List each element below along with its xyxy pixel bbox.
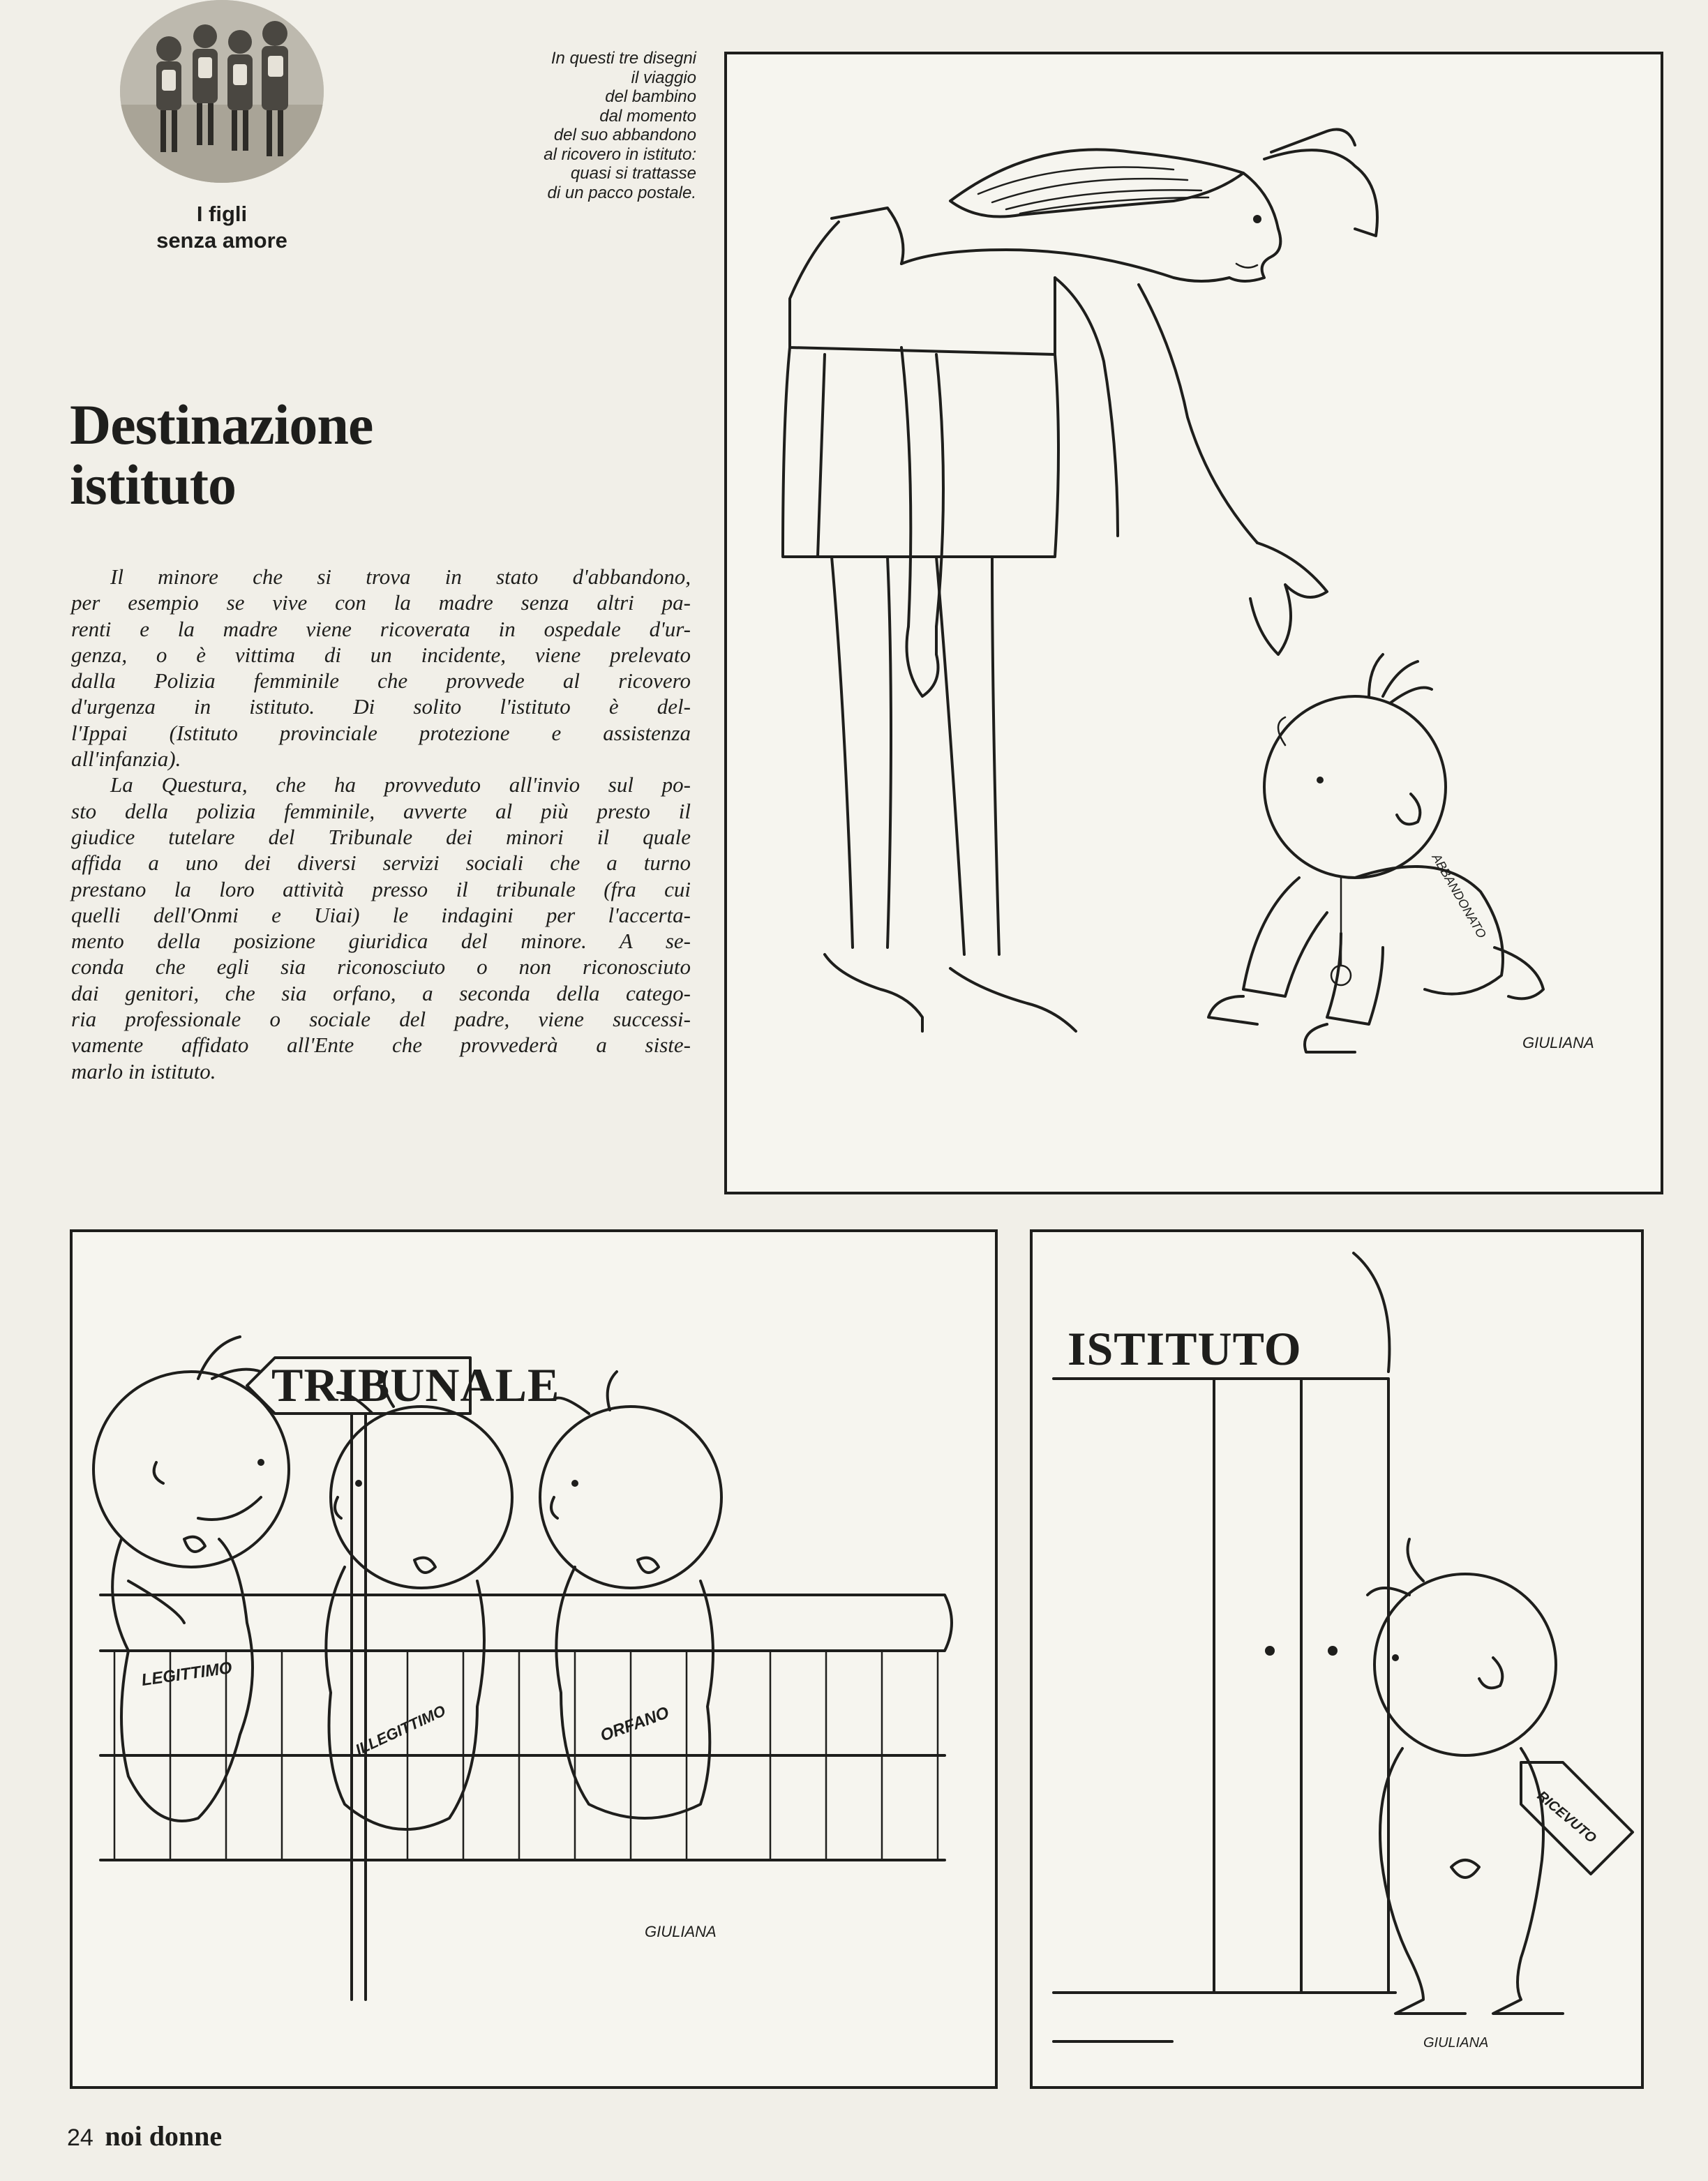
page-footer [67, 2122, 222, 2152]
body-line: all'infanzia). [71, 747, 181, 772]
body-line: d'urgenza in istituto. Di solito l'istituto è del- [71, 694, 691, 719]
section-label [105, 201, 339, 254]
body-line: renti e la madre viene ricoverata in ospedale d'ur- [71, 616, 691, 641]
illustration-abandonment [724, 52, 1663, 1194]
artist-signature: GIULIANA [645, 1923, 717, 1940]
istituto-drawing [1033, 1232, 1641, 2086]
illustration-caption [419, 49, 696, 202]
body-line: vamente affidato all'Ente che provvederà a siste- [71, 1033, 691, 1058]
body-line: genza, o è vittima di un incidente, viene prelevato [71, 642, 691, 667]
section-label-line: I figli [196, 202, 248, 226]
caption-line: al ricovero in istituto: [544, 144, 696, 164]
tribunal-sign-text: TRIBUNALE [271, 1358, 560, 1411]
body-line: dalla Polizia femminile che provvede al ricovero [71, 668, 691, 694]
headline-line: istituto [70, 453, 236, 516]
caption-line: del bambino [605, 87, 696, 106]
label-illegittimo: ILLEGITTIMO [352, 1701, 449, 1759]
tag-text: RICEVUTO [1534, 1787, 1599, 1847]
label-orfano: ORFANO [597, 1703, 672, 1746]
body-line: ria professionale o sociale del padre, viene successi- [71, 1007, 691, 1032]
artist-signature: GIULIANA [1522, 1034, 1594, 1051]
body-line: marlo in istituto. [71, 1058, 216, 1084]
caption-line: dal momento [599, 106, 696, 126]
body-line: La Questura, che ha provveduto all'invio sul po- [110, 772, 691, 797]
body-line: sto della polizia femminile, avverte al più presto il [71, 798, 691, 823]
article-headline [70, 395, 460, 515]
artist-signature: GIULIANA [1423, 2035, 1489, 2051]
children-photo-image [120, 0, 324, 183]
headline-line: Destinazione [70, 393, 373, 456]
body-line: quelli dell'Onmi e Uiai) le indagini per l'accerta- [71, 902, 691, 927]
caption-line: In questi tre disegni [550, 49, 696, 68]
caption-line: di un pacco postale. [547, 183, 696, 202]
body-line: l'Ippai (Istituto provinciale protezione e assistenza [71, 720, 691, 745]
bib-text: ABBANDONATO [1429, 851, 1490, 941]
illustration-istituto [1030, 1229, 1644, 2089]
caption-line: quasi si trattasse [570, 164, 696, 183]
article-body [71, 564, 691, 1084]
caption-line: il viaggio [631, 68, 696, 87]
section-photo [120, 0, 324, 183]
body-line: prestano la loro attività presso il tribunale (fra cui [71, 876, 691, 901]
magazine-name: noi donne [105, 2120, 223, 2152]
body-line: dai genitori, che sia orfano, a seconda della catego- [71, 980, 691, 1005]
body-line: conda che egli sia riconosciuto o non riconosciuto [71, 954, 691, 980]
body-line: Il minore che si trova in stato d'abbandono, [110, 564, 691, 589]
illustration-tribunal [70, 1229, 998, 2089]
section-label-line: senza amore [156, 228, 287, 253]
label-legittimo: LEGITTIMO [140, 1658, 234, 1690]
body-line: per esempio se vive con la madre senza altri pa- [71, 590, 691, 615]
body-line: giudice tutelare del Tribunale dei minori il quale [71, 824, 691, 849]
page-number: 24 [67, 2124, 93, 2151]
caption-line: del suo abbandono [553, 126, 696, 144]
abandonment-drawing [727, 54, 1661, 1192]
body-line: mento della posizione giuridica del minore. A se- [71, 929, 691, 954]
tribunal-drawing [73, 1232, 995, 2086]
body-line: affida a uno dei diversi servizi sociali che a turno [71, 850, 691, 876]
istituto-door-text: ISTITUTO [1068, 1322, 1302, 1375]
